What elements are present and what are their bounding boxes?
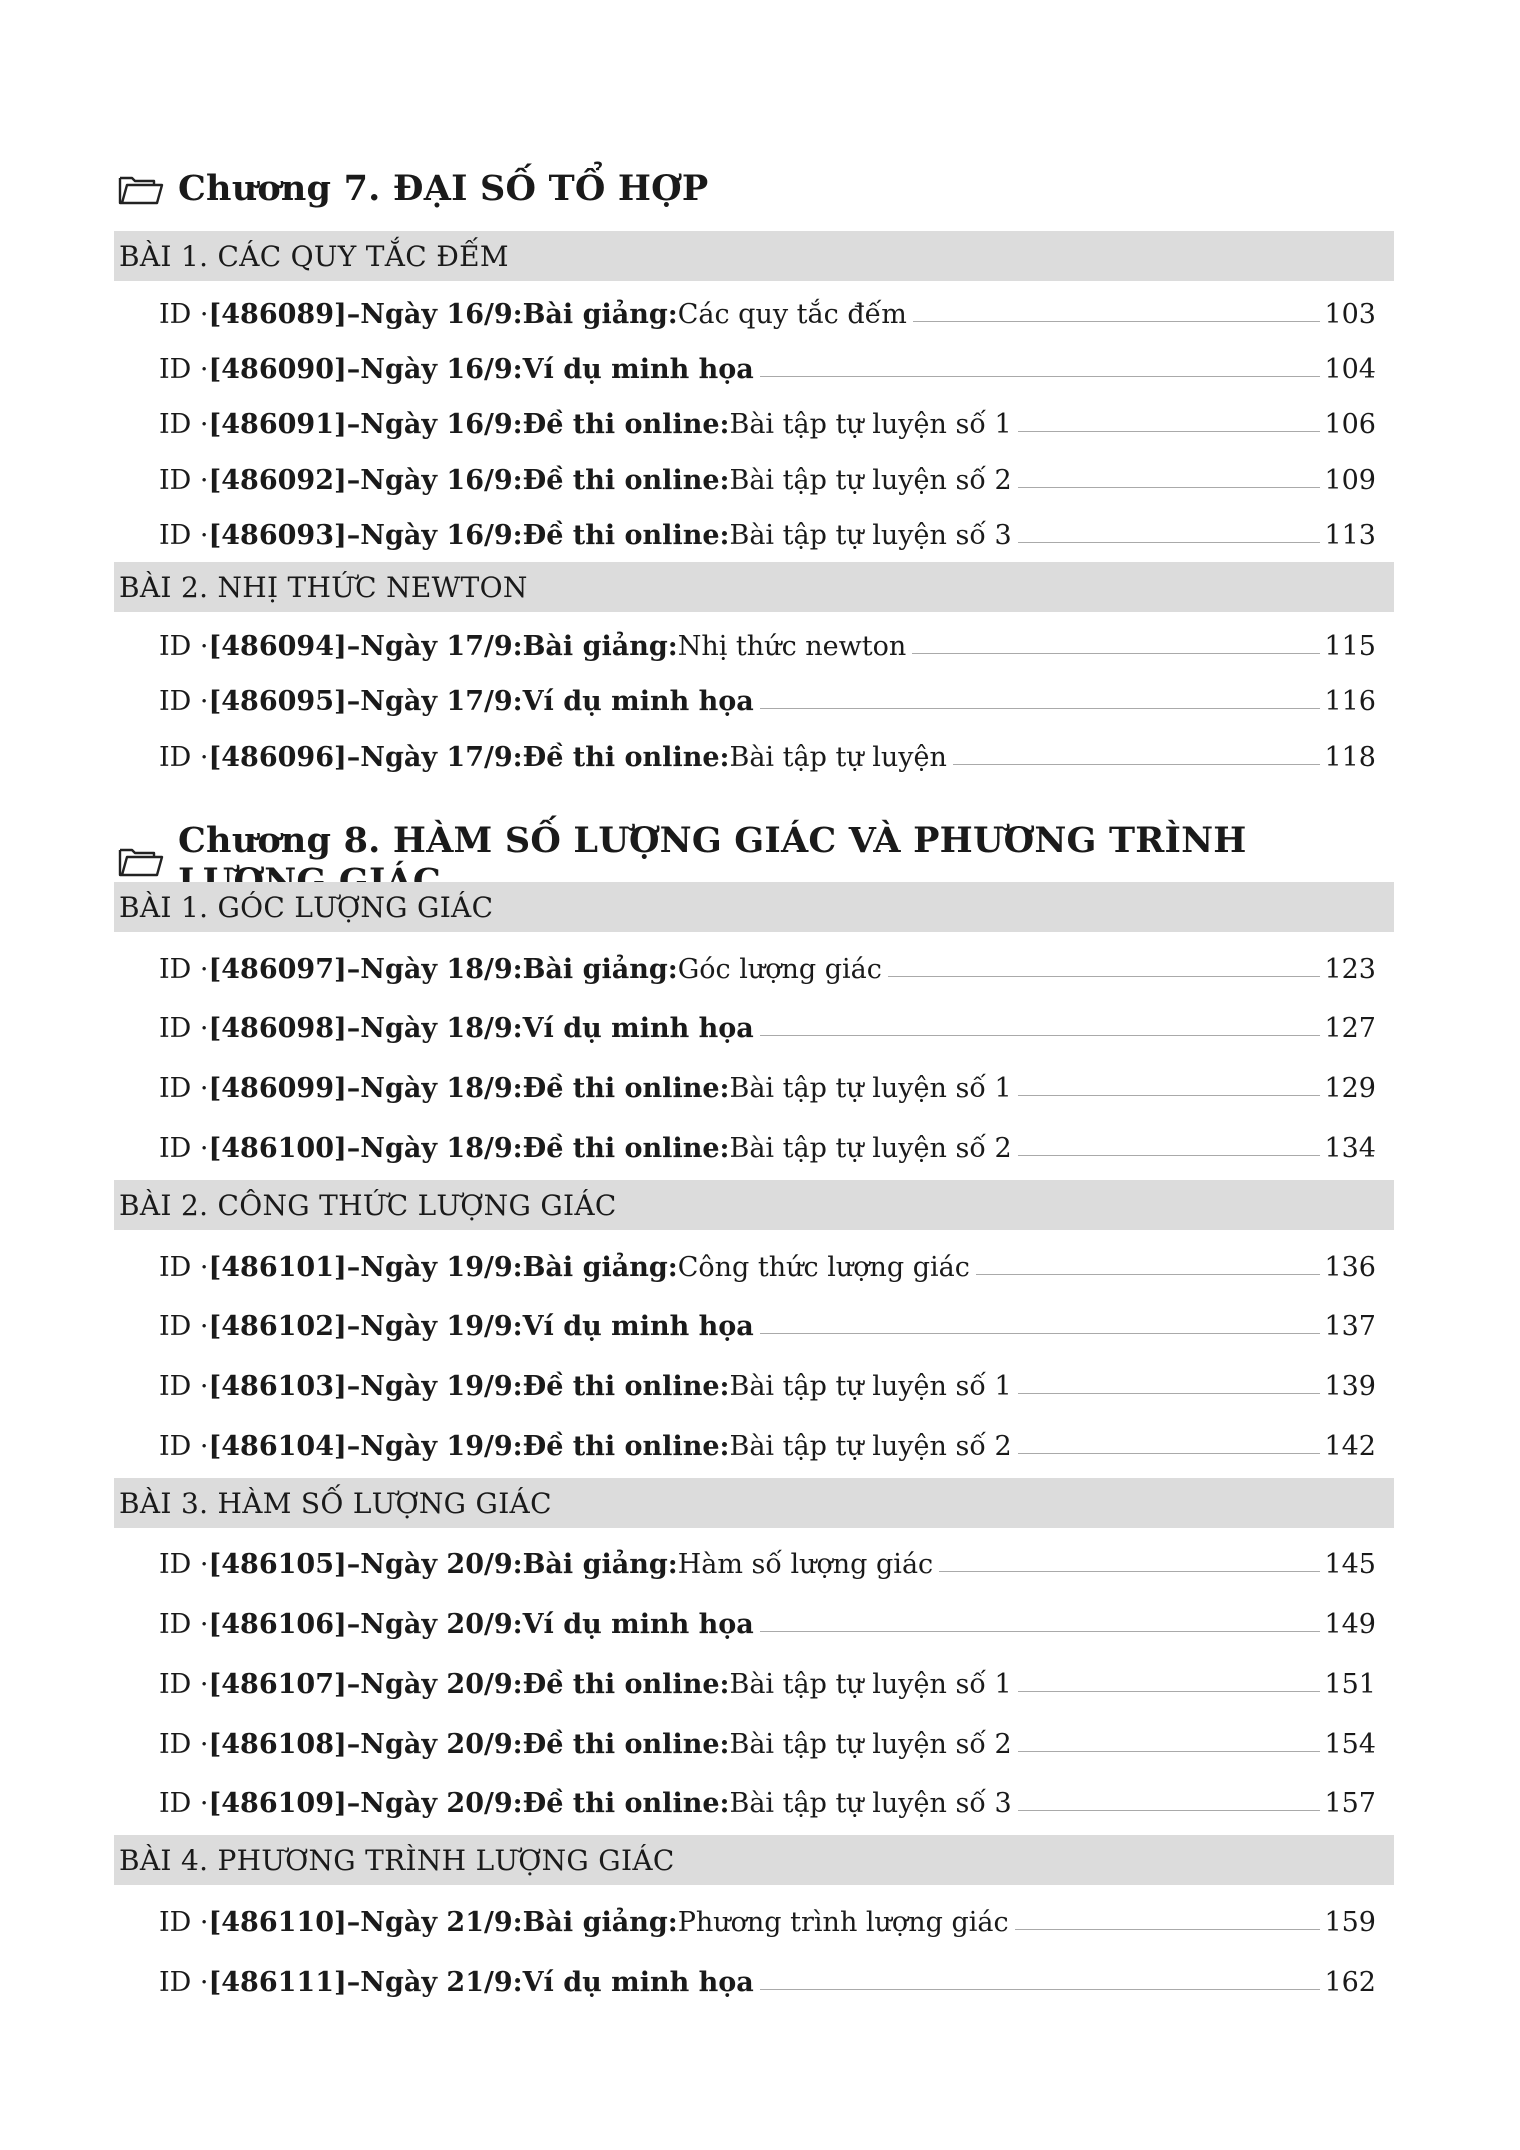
entry-kind: Đề thi online: bbox=[522, 1073, 730, 1104]
entry-date: Ngày 16/9: bbox=[360, 299, 523, 330]
entry-kind: Ví dụ minh họa bbox=[522, 1013, 754, 1044]
entry-prefix: ID · bbox=[159, 1669, 209, 1700]
entry-prefix: ID · bbox=[159, 1371, 209, 1402]
entry-date: Ngày 17/9: bbox=[360, 631, 523, 662]
entry-date: Ngày 18/9: bbox=[360, 954, 523, 985]
entry-page-number: 159 bbox=[1324, 1907, 1376, 1938]
entry-page-number: 139 bbox=[1324, 1371, 1376, 1402]
entry-date: Ngày 19/9: bbox=[360, 1371, 523, 1402]
entry-id: [486111] bbox=[208, 1967, 347, 1998]
entry-kind: Ví dụ minh họa bbox=[522, 1967, 754, 1998]
section-title: BÀI 1. CÁC QUY TẮC ĐẾM bbox=[119, 239, 509, 273]
entry-dash: – bbox=[346, 1073, 361, 1104]
entry-topic: Bài tập tự luyện số 1 bbox=[729, 1371, 1012, 1402]
entry-id: [486097] bbox=[208, 954, 347, 985]
entry-topic: Công thức lượng giác bbox=[677, 1252, 970, 1283]
entry-dash: – bbox=[346, 1252, 361, 1283]
entry-date: Ngày 17/9: bbox=[360, 742, 523, 773]
entry-id: [486100] bbox=[208, 1133, 347, 1164]
entry-prefix: ID · bbox=[159, 1967, 209, 1998]
dot-leader bbox=[760, 1988, 1321, 1990]
entry-prefix: ID · bbox=[159, 520, 209, 551]
entry-topic: Phương trình lượng giác bbox=[677, 1907, 1009, 1938]
section-heading bbox=[114, 1180, 1394, 1230]
entry-kind: Bài giảng: bbox=[522, 954, 678, 985]
entry-page-number: 104 bbox=[1324, 354, 1376, 385]
entry-page-number: 134 bbox=[1324, 1133, 1376, 1164]
entry-topic: Bài tập tự luyện số 3 bbox=[729, 520, 1012, 551]
section-heading bbox=[114, 231, 1394, 281]
entry-date: Ngày 16/9: bbox=[360, 465, 523, 496]
section-heading bbox=[114, 562, 1394, 612]
entry-page-number: 123 bbox=[1324, 954, 1376, 985]
entry-page-number: 157 bbox=[1324, 1788, 1376, 1819]
entry-page-number: 136 bbox=[1324, 1252, 1376, 1283]
entry-prefix: ID · bbox=[159, 1609, 209, 1640]
entry-kind: Bài giảng: bbox=[522, 1252, 678, 1283]
entry-date: Ngày 19/9: bbox=[360, 1252, 523, 1283]
entry-prefix: ID · bbox=[159, 742, 209, 773]
toc-entry[interactable] bbox=[159, 622, 1376, 662]
dot-leader bbox=[760, 1630, 1321, 1632]
dot-leader bbox=[760, 1332, 1321, 1334]
entry-dash: – bbox=[346, 1371, 361, 1402]
dot-leader bbox=[913, 320, 1321, 322]
entry-page-number: 109 bbox=[1324, 465, 1376, 496]
section-heading bbox=[114, 1835, 1394, 1885]
entry-topic: Bài tập tự luyện số 2 bbox=[729, 1729, 1012, 1760]
entry-id: [486094] bbox=[208, 631, 347, 662]
section-heading bbox=[114, 1478, 1394, 1528]
dot-leader bbox=[939, 1570, 1320, 1572]
dot-leader bbox=[760, 1034, 1321, 1036]
dot-leader bbox=[953, 763, 1321, 765]
entry-id: [486105] bbox=[208, 1549, 347, 1580]
entry-kind: Đề thi online: bbox=[522, 1431, 730, 1462]
section-title: BÀI 4. PHƯƠNG TRÌNH LƯỢNG GIÁC bbox=[119, 1843, 675, 1877]
entry-dash: – bbox=[346, 1967, 361, 1998]
entry-dash: – bbox=[346, 631, 361, 662]
entry-page-number: 113 bbox=[1324, 520, 1376, 551]
entry-date: Ngày 20/9: bbox=[360, 1729, 523, 1760]
entry-dash: – bbox=[346, 686, 361, 717]
entry-prefix: ID · bbox=[159, 1549, 209, 1580]
entry-topic: Bài tập tự luyện số 1 bbox=[729, 409, 1012, 440]
entry-id: [486098] bbox=[208, 1013, 347, 1044]
section-title: BÀI 2. CÔNG THỨC LƯỢNG GIÁC bbox=[119, 1188, 617, 1222]
entry-date: Ngày 18/9: bbox=[360, 1013, 523, 1044]
section-heading bbox=[114, 882, 1394, 932]
folder-icon bbox=[118, 172, 164, 206]
entry-id: [486093] bbox=[208, 520, 347, 551]
toc-entry[interactable] bbox=[159, 400, 1376, 440]
section-title: BÀI 1. GÓC LƯỢNG GIÁC bbox=[119, 890, 494, 924]
entry-date: Ngày 20/9: bbox=[360, 1788, 523, 1819]
entry-id: [486106] bbox=[208, 1609, 347, 1640]
entry-id: [486108] bbox=[208, 1729, 347, 1760]
entry-id: [486092] bbox=[208, 465, 347, 496]
chapter-title: Chương 8. HÀM SỐ LƯỢNG GIÁC VÀ PHƯƠNG TRÌNH bbox=[178, 820, 1247, 861]
entry-kind: Đề thi online: bbox=[522, 520, 730, 551]
entry-dash: – bbox=[346, 354, 361, 385]
toc-entry[interactable] bbox=[159, 1600, 1376, 1640]
dot-leader bbox=[1018, 1809, 1321, 1811]
entry-page-number: 137 bbox=[1324, 1311, 1376, 1342]
dot-leader bbox=[1018, 486, 1321, 488]
entry-dash: – bbox=[346, 1788, 361, 1819]
entry-dash: – bbox=[346, 1133, 361, 1164]
entry-id: [486090] bbox=[208, 354, 347, 385]
toc-entry[interactable] bbox=[159, 1302, 1376, 1342]
entry-page-number: 129 bbox=[1324, 1073, 1376, 1104]
toc-entry[interactable] bbox=[159, 290, 1376, 330]
entry-dash: – bbox=[346, 1729, 361, 1760]
entry-kind: Bài giảng: bbox=[522, 299, 678, 330]
entry-date: Ngày 21/9: bbox=[360, 1967, 523, 1998]
entry-page-number: 115 bbox=[1324, 631, 1376, 662]
toc-entry[interactable] bbox=[159, 677, 1376, 717]
dot-leader bbox=[1018, 1154, 1321, 1156]
entry-date: Ngày 16/9: bbox=[360, 409, 523, 440]
toc-entry[interactable] bbox=[159, 1362, 1376, 1402]
entry-kind: Đề thi online: bbox=[522, 1133, 730, 1164]
entry-date: Ngày 21/9: bbox=[360, 1907, 523, 1938]
entry-kind: Đề thi online: bbox=[522, 742, 730, 773]
entry-dash: – bbox=[346, 1549, 361, 1580]
entry-kind: Ví dụ minh họa bbox=[522, 1609, 754, 1640]
entry-page-number: 142 bbox=[1324, 1431, 1376, 1462]
entry-prefix: ID · bbox=[159, 354, 209, 385]
entry-id: [486101] bbox=[208, 1252, 347, 1283]
entry-id: [486103] bbox=[208, 1371, 347, 1402]
toc-entry[interactable] bbox=[159, 1064, 1376, 1104]
toc-entry[interactable] bbox=[159, 1958, 1376, 1998]
dot-leader bbox=[1015, 1928, 1321, 1930]
entry-prefix: ID · bbox=[159, 1013, 209, 1044]
entry-prefix: ID · bbox=[159, 1788, 209, 1819]
dot-leader bbox=[1018, 1750, 1321, 1752]
toc-entry[interactable] bbox=[159, 1422, 1376, 1462]
entry-kind: Bài giảng: bbox=[522, 1549, 678, 1580]
entry-page-number: 162 bbox=[1324, 1967, 1376, 1998]
toc-entry[interactable] bbox=[159, 1898, 1376, 1938]
entry-page-number: 151 bbox=[1324, 1669, 1376, 1700]
dot-leader bbox=[1018, 1094, 1321, 1096]
entry-date: Ngày 16/9: bbox=[360, 354, 523, 385]
entry-kind: Bài giảng: bbox=[522, 631, 678, 662]
entry-page-number: 127 bbox=[1324, 1013, 1376, 1044]
entry-id: [486102] bbox=[208, 1311, 347, 1342]
entry-dash: – bbox=[346, 1609, 361, 1640]
toc-entry[interactable] bbox=[159, 1004, 1376, 1044]
entry-id: [486099] bbox=[208, 1073, 347, 1104]
chapter-heading bbox=[118, 168, 1398, 209]
toc-entry[interactable] bbox=[159, 1720, 1376, 1760]
chapter-title: Chương 7. ĐẠI SỐ TỔ HỢP bbox=[178, 168, 709, 209]
entry-dash: – bbox=[346, 465, 361, 496]
toc-entry[interactable] bbox=[159, 345, 1376, 385]
entry-date: Ngày 19/9: bbox=[360, 1311, 523, 1342]
entry-date: Ngày 20/9: bbox=[360, 1669, 523, 1700]
toc-entry[interactable] bbox=[159, 456, 1376, 496]
entry-kind: Ví dụ minh họa bbox=[522, 1311, 754, 1342]
dot-leader bbox=[760, 707, 1321, 709]
toc-entry[interactable] bbox=[159, 1660, 1376, 1700]
entry-id: [486089] bbox=[208, 299, 347, 330]
entry-id: [486091] bbox=[208, 409, 347, 440]
dot-leader bbox=[976, 1273, 1321, 1275]
entry-kind: Ví dụ minh họa bbox=[522, 686, 754, 717]
entry-date: Ngày 18/9: bbox=[360, 1073, 523, 1104]
entry-prefix: ID · bbox=[159, 954, 209, 985]
entry-prefix: ID · bbox=[159, 1729, 209, 1760]
entry-page-number: 116 bbox=[1324, 686, 1376, 717]
dot-leader bbox=[888, 975, 1321, 977]
entry-topic: Góc lượng giác bbox=[677, 954, 882, 985]
entry-kind: Đề thi online: bbox=[522, 409, 730, 440]
entry-kind: Đề thi online: bbox=[522, 465, 730, 496]
section-title: BÀI 2. NHỊ THỨC NEWTON bbox=[119, 570, 528, 604]
entry-prefix: ID · bbox=[159, 299, 209, 330]
dot-leader bbox=[1018, 1452, 1321, 1454]
entry-dash: – bbox=[346, 1907, 361, 1938]
dot-leader bbox=[1018, 430, 1321, 432]
entry-page-number: 145 bbox=[1324, 1549, 1376, 1580]
entry-id: [486107] bbox=[208, 1669, 347, 1700]
entry-topic: Hàm số lượng giác bbox=[677, 1549, 934, 1580]
entry-topic: Bài tập tự luyện bbox=[729, 742, 947, 773]
toc-entry[interactable] bbox=[159, 945, 1376, 985]
entry-topic: Nhị thức newton bbox=[677, 631, 907, 662]
entry-kind: Đề thi online: bbox=[522, 1669, 730, 1700]
entry-date: Ngày 18/9: bbox=[360, 1133, 523, 1164]
toc-entry[interactable] bbox=[159, 733, 1376, 773]
entry-date: Ngày 16/9: bbox=[360, 520, 523, 551]
entry-topic: Bài tập tự luyện số 2 bbox=[729, 465, 1012, 496]
entry-kind: Đề thi online: bbox=[522, 1729, 730, 1760]
dot-leader bbox=[1018, 1690, 1321, 1692]
folder-icon bbox=[118, 844, 164, 878]
entry-id: [486104] bbox=[208, 1431, 347, 1462]
toc-entry[interactable] bbox=[159, 1540, 1376, 1580]
entry-dash: – bbox=[346, 409, 361, 440]
entry-id: [486109] bbox=[208, 1788, 347, 1819]
entry-topic: Bài tập tự luyện số 2 bbox=[729, 1133, 1012, 1164]
entry-id: [486095] bbox=[208, 686, 347, 717]
entry-id: [486096] bbox=[208, 742, 347, 773]
toc-entry[interactable] bbox=[159, 1779, 1376, 1819]
entry-page-number: 118 bbox=[1324, 742, 1376, 773]
entry-dash: – bbox=[346, 299, 361, 330]
entry-topic: Bài tập tự luyện số 1 bbox=[729, 1669, 1012, 1700]
entry-kind: Đề thi online: bbox=[522, 1788, 730, 1819]
entry-prefix: ID · bbox=[159, 1073, 209, 1104]
entry-page-number: 154 bbox=[1324, 1729, 1376, 1760]
dot-leader bbox=[912, 652, 1320, 654]
entry-dash: – bbox=[346, 742, 361, 773]
entry-prefix: ID · bbox=[159, 1311, 209, 1342]
toc-entry[interactable] bbox=[159, 1124, 1376, 1164]
entry-page-number: 106 bbox=[1324, 409, 1376, 440]
entry-prefix: ID · bbox=[159, 686, 209, 717]
entry-prefix: ID · bbox=[159, 1252, 209, 1283]
entry-prefix: ID · bbox=[159, 631, 209, 662]
entry-dash: – bbox=[346, 520, 361, 551]
dot-leader bbox=[1018, 541, 1321, 543]
entry-dash: – bbox=[346, 1311, 361, 1342]
entry-topic: Các quy tắc đếm bbox=[677, 299, 907, 330]
section-title: BÀI 3. HÀM SỐ LƯỢNG GIÁC bbox=[119, 1486, 552, 1520]
toc-entry[interactable] bbox=[159, 511, 1376, 551]
entry-prefix: ID · bbox=[159, 1907, 209, 1938]
entry-dash: – bbox=[346, 1431, 361, 1462]
entry-date: Ngày 19/9: bbox=[360, 1431, 523, 1462]
entry-topic: Bài tập tự luyện số 1 bbox=[729, 1073, 1012, 1104]
entry-dash: – bbox=[346, 1013, 361, 1044]
entry-dash: – bbox=[346, 954, 361, 985]
entry-prefix: ID · bbox=[159, 409, 209, 440]
dot-leader bbox=[760, 375, 1321, 377]
entry-page-number: 149 bbox=[1324, 1609, 1376, 1640]
entry-kind: Đề thi online: bbox=[522, 1371, 730, 1402]
entry-topic: Bài tập tự luyện số 2 bbox=[729, 1431, 1012, 1462]
entry-topic: Bài tập tự luyện số 3 bbox=[729, 1788, 1012, 1819]
entry-dash: – bbox=[346, 1669, 361, 1700]
entry-kind: Ví dụ minh họa bbox=[522, 354, 754, 385]
entry-id: [486110] bbox=[208, 1907, 347, 1938]
entry-kind: Bài giảng: bbox=[522, 1907, 678, 1938]
entry-prefix: ID · bbox=[159, 1431, 209, 1462]
entry-date: Ngày 17/9: bbox=[360, 686, 523, 717]
entry-prefix: ID · bbox=[159, 1133, 209, 1164]
toc-entry[interactable] bbox=[159, 1243, 1376, 1283]
entry-date: Ngày 20/9: bbox=[360, 1549, 523, 1580]
dot-leader bbox=[1018, 1392, 1321, 1394]
entry-prefix: ID · bbox=[159, 465, 209, 496]
entry-date: Ngày 20/9: bbox=[360, 1609, 523, 1640]
entry-page-number: 103 bbox=[1324, 299, 1376, 330]
